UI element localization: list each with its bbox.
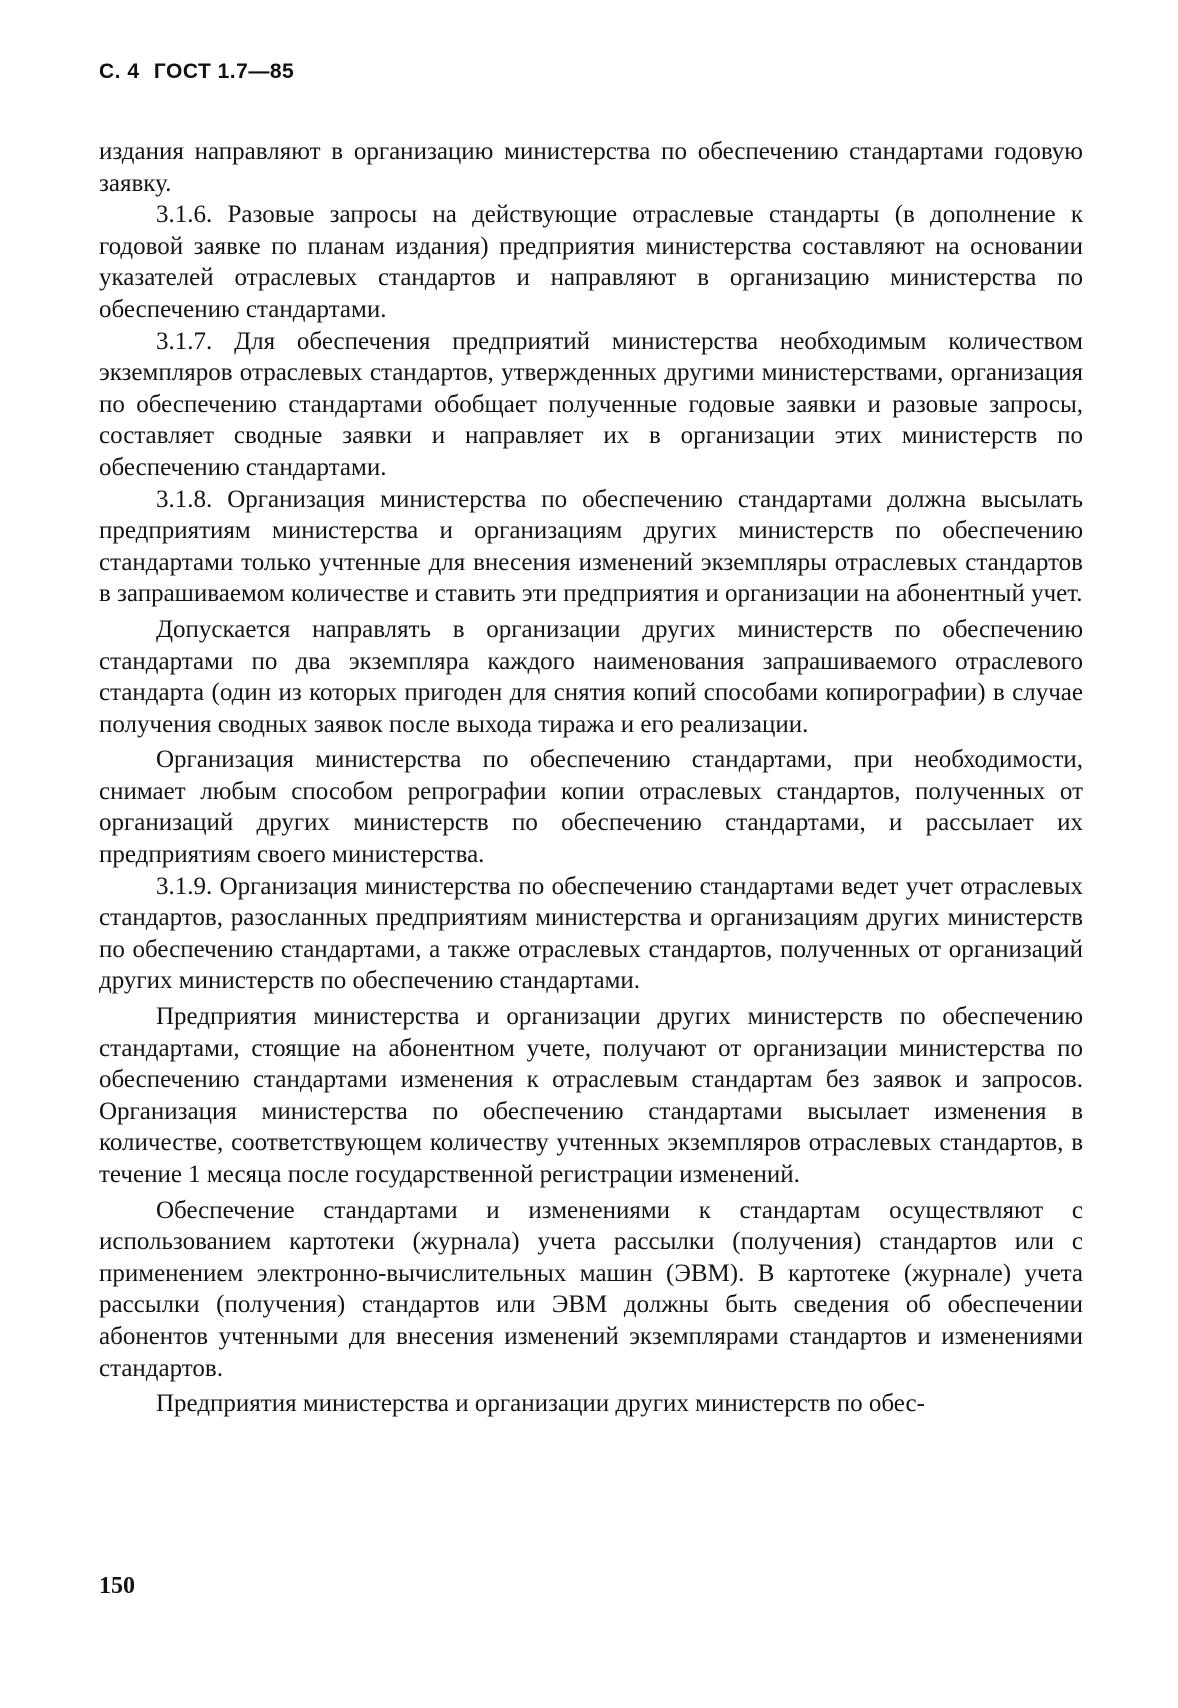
paragraph-3-1-6: 3.1.6. Разовые запросы на действующие отраслевые стандарты (в дополнение к годовой заявке по планам издания) предприятия министерства составляют на основании указателей отраслевых стандартов и направляют в организацию министерства по обеспечению стандартами. <box>99 201 1083 323</box>
paragraph-3-1-9: 3.1.9. Организация министерства по обеспечению стандартами ведет учет отраслевых стандартов, разосланных предприятиям министерства и организациям других министерств по обеспечению стандартами, а также отраслевых стандартов, полученных от организаций других министерств по обеспечению стандартами. <box>99 872 1083 995</box>
paragraph-3-1-8-copies: Организация министерства по обеспечению стандартами, при необходимости, снимает любым способом репрографии копии отраслевых стандартов, полученных от организаций других министерств по обеспечению стандартами, и рассылает их предприятиям своего министерства. <box>99 746 1083 869</box>
paragraph-3-1-7: 3.1.7. Для обеспечения предприятий министерства необходимым количеством экземпляров отраслевых стандартов, утвержденных другими министерствами, организация по обеспечению стандартами обобщает полученные годовые заявки и разовые запросы, составляет сводные заявки и направляет их в организации этих министерств по обеспечению стандартами. <box>99 327 1083 481</box>
paragraph-3-1-9-continued: Предприятия министерства и организации других министерств по обес- <box>156 1390 925 1418</box>
page-number: 150 <box>99 1573 135 1599</box>
header-standard-number: ГОСТ 1.7—85 <box>153 60 295 83</box>
paragraph-continued: издания направляют в организацию министерства по обеспечению стандартами годовую заявку. <box>99 138 1083 197</box>
header-page-label: С. 4 <box>99 60 140 83</box>
paragraph-3-1-8: 3.1.8. Организация министерства по обеспечению стандартами должна высылать предприятиям министерства и организациям других министерств по обеспечению стандартами только учтенные для внесения изменений экземпляры отраслевых стандартов в запрашиваемом количестве и ставить эти предприятия и организации на абонентный учет. <box>99 485 1083 608</box>
paragraph-3-1-9-card-index: Обеспечение стандартами и изменениями к стандартам осуществляют с использованием картотеки (журнала) учета рассылки (получения) стандартов или с применением электронно-вычислительных машин (ЭВМ). В картотеке (журнале) учета рассылки (получения) стандартов или ЭВМ должны быть сведения об обеспечении абонентов учтенными для внесения изменений экземплярами стандартов и изменениями стандартов. <box>99 1196 1083 1382</box>
paragraph-3-1-9-subscribers: Предприятия министерства и организации других министерств по обеспечению стандартами, стоящие на абонентном учете, получают от организации министерства по обеспечению стандартами изменения к отраслевым стандартам без заявок и запросов. Организация министерства по обеспечению стандартами высылает изменения в количестве, соответствующем количеству учтенных экземпляров отраслевых стандартов, в течение 1 месяца после государственной регистрации изменений. <box>99 1003 1083 1188</box>
paragraph-3-1-8-permission: Допускается направлять в организации других министерств по обеспечению стандартами по два экземпляра каждого наименования запрашиваемого отраслевого стандарта (один из которых пригоден для снятия копий способами копирографии) в случае получения сводных заявок после выхода тиража и его реализации. <box>99 615 1083 738</box>
running-header <box>99 60 294 84</box>
body-text <box>99 136 1083 1420</box>
